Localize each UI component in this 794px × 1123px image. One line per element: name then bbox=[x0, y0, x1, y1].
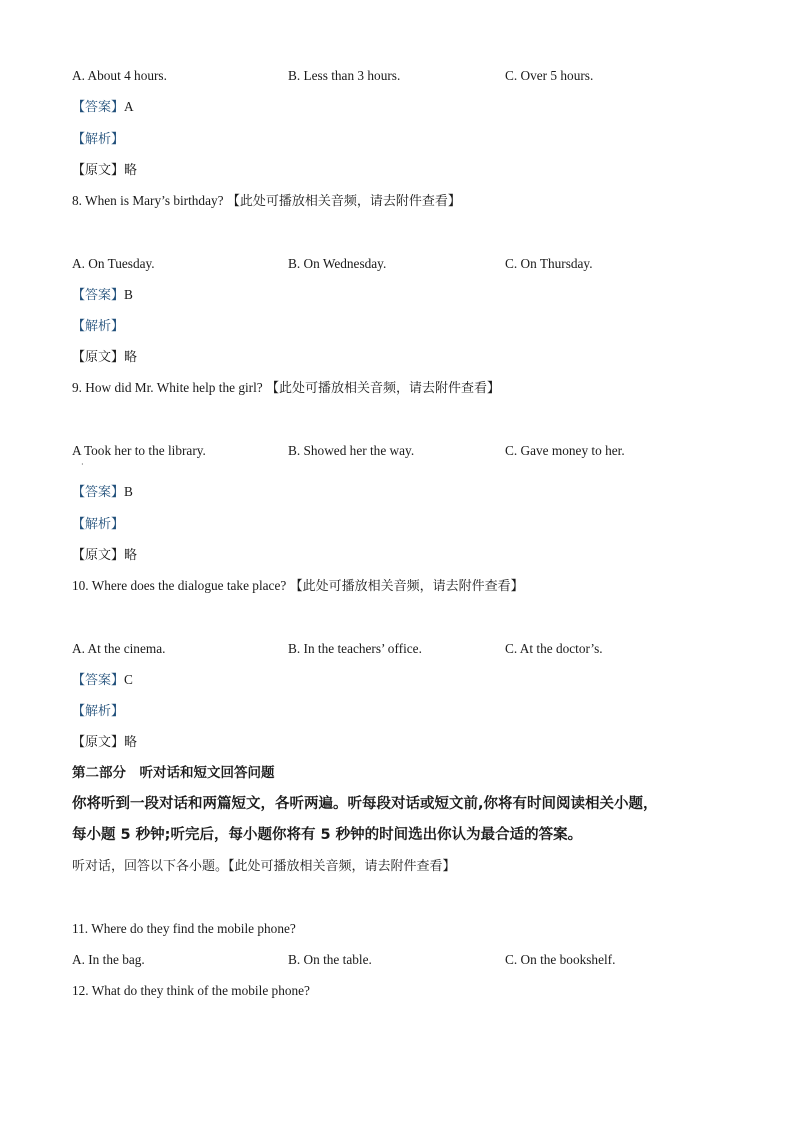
q10-transcript bbox=[72, 733, 137, 752]
q10-option-b: B. In the teachers’ office. bbox=[288, 641, 422, 656]
q8-option-a: A. On Tuesday. bbox=[72, 256, 155, 271]
audio-note[interactable]: 【此处可播放相关音频，请去附件查看】 bbox=[226, 194, 461, 209]
q8-option-b: B. On Wednesday. bbox=[288, 256, 387, 271]
q7-option-c: C. Over 5 hours. bbox=[505, 68, 594, 83]
q7-option-a: A. About 4 hours. bbox=[72, 68, 167, 83]
answer-value: B bbox=[124, 484, 133, 499]
answer-value: B bbox=[124, 287, 133, 302]
part2-instruction-line1: 你将听到一段对话和两篇短文，各听两遍。听每段对话或短文前,你将有时间阅读相关小题， bbox=[72, 796, 658, 812]
q10-option-a: A. At the cinema. bbox=[72, 641, 166, 656]
analysis-label: 【解析】 bbox=[72, 517, 125, 532]
q10-question bbox=[72, 577, 524, 596]
transcript-label: 【原文】 bbox=[72, 350, 125, 365]
audio-note[interactable]: 【此处可播放相关音频，请去附件查看】 bbox=[266, 381, 501, 396]
q7-answer bbox=[72, 98, 134, 117]
transcript-value: 略 bbox=[124, 548, 138, 563]
q9-answer bbox=[72, 483, 133, 502]
part2-title: 第二部分 听对话和短文回答问题 bbox=[72, 765, 275, 781]
q7-analysis bbox=[72, 130, 124, 149]
analysis-label: 【解析】 bbox=[72, 319, 125, 334]
analysis-label: 【解析】 bbox=[72, 132, 125, 147]
question-text: 9. How did Mr. White help the girl? bbox=[72, 380, 263, 395]
q9-transcript bbox=[72, 546, 137, 565]
part2-instruction-line2: 每小题 5 秒钟;听完后，每小题你将有 5 秒钟的时间选出你认为最合适的答案。 bbox=[72, 827, 583, 843]
q8-option-c: C. On Thursday. bbox=[505, 256, 593, 271]
answer-label: 【答案】 bbox=[72, 288, 125, 303]
transcript-value: 略 bbox=[124, 350, 138, 365]
question-text: 10. Where does the dialogue take place? bbox=[72, 578, 287, 593]
answer-value: C bbox=[124, 672, 133, 687]
q7-option-b: B. Less than 3 hours. bbox=[288, 68, 401, 83]
answer-label: 【答案】 bbox=[72, 673, 125, 688]
q10-analysis bbox=[72, 702, 124, 721]
transcript-value: 略 bbox=[124, 735, 138, 750]
part2-dialogue-intro[interactable]: 听对话，回答以下各小题。【此处可播放相关音频，请去附件查看】 bbox=[72, 859, 456, 874]
audio-note[interactable]: 【此处可播放相关音频，请去附件查看】 bbox=[289, 579, 524, 594]
question-text: 8. When is Mary’s birthday? bbox=[72, 193, 224, 208]
answer-label: 【答案】 bbox=[72, 100, 125, 115]
q9-question bbox=[72, 379, 500, 398]
transcript-label: 【原文】 bbox=[72, 548, 125, 563]
q8-analysis bbox=[72, 317, 124, 336]
q11-option-a: A. In the bag. bbox=[72, 952, 145, 967]
answer-label: 【答案】 bbox=[72, 485, 125, 500]
q11-option-c: C. On the bookshelf. bbox=[505, 952, 616, 967]
q10-answer bbox=[72, 671, 133, 690]
q10-option-c: C. At the doctor’s. bbox=[505, 641, 603, 656]
q7-transcript bbox=[72, 161, 137, 180]
q11-option-b: B. On the table. bbox=[288, 952, 372, 967]
transcript-label: 【原文】 bbox=[72, 735, 125, 750]
q8-answer bbox=[72, 286, 133, 305]
answer-value: A bbox=[124, 99, 134, 114]
q8-transcript bbox=[72, 348, 137, 367]
q9-option-c: C. Gave money to her. bbox=[505, 443, 625, 458]
q8-question bbox=[72, 192, 461, 211]
q9-option-b: B. Showed her the way. bbox=[288, 443, 415, 458]
transcript-value: 略 bbox=[124, 163, 138, 178]
transcript-label: 【原文】 bbox=[72, 163, 125, 178]
stray-dot: · bbox=[81, 460, 84, 469]
q11-question: 11. Where do they find the mobile phone? bbox=[72, 921, 296, 936]
q9-option-a: A Took her to the library. bbox=[72, 443, 206, 458]
q12-question: 12. What do they think of the mobile phone? bbox=[72, 983, 310, 998]
analysis-label: 【解析】 bbox=[72, 704, 125, 719]
q9-analysis bbox=[72, 515, 124, 534]
